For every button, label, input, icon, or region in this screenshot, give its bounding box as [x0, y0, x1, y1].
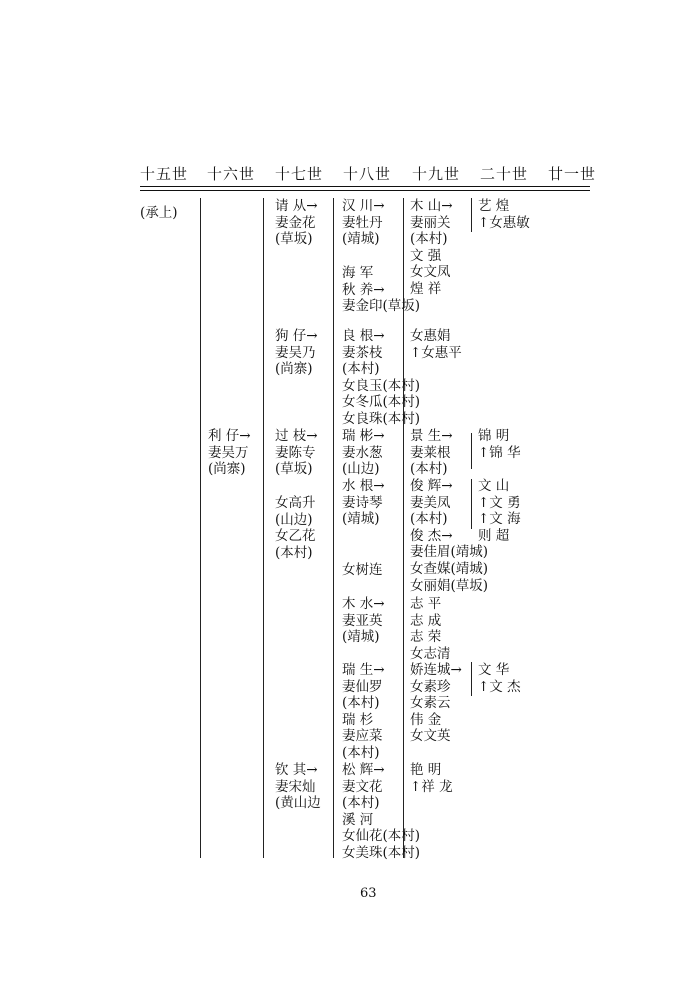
- person-line: 海 军: [342, 265, 374, 281]
- person-line: ↑祥 龙: [410, 778, 453, 795]
- person-line: 俊 杰→: [410, 527, 453, 544]
- person-line: 女良玉(本村): [342, 377, 421, 394]
- person-line: (本村): [410, 231, 448, 248]
- person-line: (靖城): [342, 511, 380, 528]
- person-line: (本村): [342, 361, 380, 378]
- person-line: 锦 明: [478, 428, 510, 444]
- person-line: 过 枝→: [275, 428, 318, 444]
- person-line: 妻仙罗: [342, 678, 383, 695]
- person-line: 妻诗琴: [342, 494, 383, 511]
- person-line: 钦 其→: [275, 762, 318, 778]
- person-line: 艺 煌: [478, 198, 510, 214]
- generation-label-19: 十九世: [412, 165, 461, 183]
- person-line: 妻金花: [275, 214, 316, 231]
- person-line: ↑文 海: [478, 511, 521, 528]
- person-line: (山边): [342, 461, 380, 478]
- person-line: (草坂): [275, 461, 313, 478]
- person-line: (本村): [342, 795, 380, 812]
- generation-line-15: [200, 198, 201, 858]
- generation-line-16: [263, 198, 264, 858]
- person-line: ↑文 勇: [478, 494, 521, 511]
- person-line: 娇连城→: [410, 662, 462, 678]
- person-line: 文 强: [410, 247, 442, 264]
- person-line: (本村): [410, 511, 448, 528]
- generation-label-20: 二十世: [480, 165, 529, 183]
- person-line: 妻茶枝: [342, 344, 383, 361]
- person-line: 女乙花: [275, 528, 316, 545]
- generation-label-18: 十八世: [343, 165, 392, 183]
- person-line: 女志清: [410, 645, 451, 662]
- person-line: 妻牡丹: [342, 214, 383, 231]
- page-number: 63: [360, 886, 377, 901]
- generation-label-16: 十六世: [207, 165, 256, 183]
- person-line: 女高升: [275, 495, 316, 511]
- person-line: 松 辉→: [342, 762, 385, 778]
- person-line: ↑女惠敏: [478, 214, 530, 231]
- person-line: 利 仔→: [208, 428, 251, 444]
- person-line: 妻莱根: [410, 444, 451, 461]
- person-line: 俊 辉→: [410, 478, 453, 494]
- person-line: 汉 川→: [342, 198, 385, 214]
- person-line: 女文英: [410, 728, 451, 745]
- person-line: (本村): [410, 461, 448, 478]
- person-line: 木 山→: [410, 198, 453, 214]
- person-line: 妻丽关: [410, 214, 451, 231]
- person-line: 妻文花: [342, 778, 383, 795]
- person-line: 志 平: [410, 596, 442, 612]
- person-line: 女惠娟: [410, 328, 451, 344]
- person-line: 木 水→: [342, 596, 385, 612]
- person-line: 水 根→: [342, 478, 385, 494]
- person-line: ↑女惠平: [410, 344, 462, 361]
- person-line: 妻亚英: [342, 612, 383, 629]
- header-rule-bottom: [140, 190, 590, 191]
- header-rule-top: [140, 186, 590, 187]
- person-line: 妻应菜: [342, 728, 383, 745]
- person-line: 瑞 生→: [342, 662, 385, 678]
- person-line: 妻佳眉(靖城): [410, 544, 489, 561]
- person-line: 艳 明: [410, 762, 442, 778]
- person-line: 妻吴万: [208, 444, 249, 461]
- person-line: 女素云: [410, 695, 451, 712]
- person-line: 煌 祥: [410, 281, 442, 297]
- person-line: (黄山边: [275, 795, 321, 812]
- person-line: 女素珍: [410, 678, 451, 695]
- generation-line-19-c: [471, 479, 472, 529]
- person-line: 妻水葱: [342, 444, 383, 461]
- person-line: 秋 养→: [342, 281, 385, 298]
- generation-header: [140, 163, 597, 185]
- person-line: (靖城): [342, 629, 380, 646]
- person-line: 文 山: [478, 478, 510, 494]
- continuation-note: (承上): [140, 205, 178, 221]
- generation-line-17: [333, 198, 334, 858]
- person-line: 女仙花(本村): [342, 828, 421, 845]
- person-line: 女良珠(本村): [342, 411, 421, 427]
- person-line: 请 从→: [275, 198, 318, 214]
- person-line: 瑞 彬→: [342, 428, 385, 444]
- generation-line-19-b: [471, 433, 472, 469]
- person-line: 则 超: [478, 527, 510, 544]
- person-line: 志 成: [410, 612, 442, 629]
- person-line: 文 华: [478, 662, 510, 678]
- person-line: ↑锦 华: [478, 444, 521, 461]
- person-line: 女文凤: [410, 264, 451, 281]
- person-line: ↑文 杰: [478, 678, 521, 695]
- person-line: (靖城): [342, 231, 380, 248]
- generation-label-21: 廿一世: [548, 165, 597, 183]
- generation-line-19-d: [471, 662, 472, 696]
- person-line: 妻美凤: [410, 494, 451, 511]
- person-line: 女树连: [342, 562, 383, 578]
- generation-label-17: 十七世: [275, 165, 324, 183]
- person-line: (本村): [342, 695, 380, 712]
- person-line: 妻金印(草坂): [342, 298, 421, 315]
- person-line: (尚寨): [275, 361, 313, 378]
- person-line: 妻吴乃: [275, 344, 316, 361]
- person-line: (山边): [275, 511, 313, 528]
- generation-line-19-a: [471, 198, 472, 232]
- person-line: 女查媒(靖城): [410, 561, 489, 577]
- generation-label-15: 十五世: [140, 165, 189, 183]
- person-line: 瑞 杉: [342, 711, 374, 728]
- person-line: 良 根→: [342, 328, 385, 344]
- person-line: (本村): [275, 544, 313, 561]
- person-line: (本村): [342, 745, 380, 761]
- person-line: 景 生→: [410, 428, 453, 444]
- person-line: 狗 仔→: [275, 328, 318, 344]
- person-line: 女丽娟(草坂): [410, 577, 489, 594]
- person-line: 妻陈专: [275, 444, 316, 461]
- person-line: 妻宋灿: [275, 778, 316, 795]
- generation-line-18: [403, 198, 404, 858]
- person-line: 志 荣: [410, 629, 442, 646]
- person-line: (草坂): [275, 231, 313, 248]
- person-line: 女冬瓜(本村): [342, 394, 421, 411]
- person-line: 伟 金: [410, 711, 442, 728]
- person-line: (尚寨): [208, 461, 246, 478]
- person-line: 女美珠(本村): [342, 845, 421, 861]
- person-line: 溪 河: [342, 811, 374, 828]
